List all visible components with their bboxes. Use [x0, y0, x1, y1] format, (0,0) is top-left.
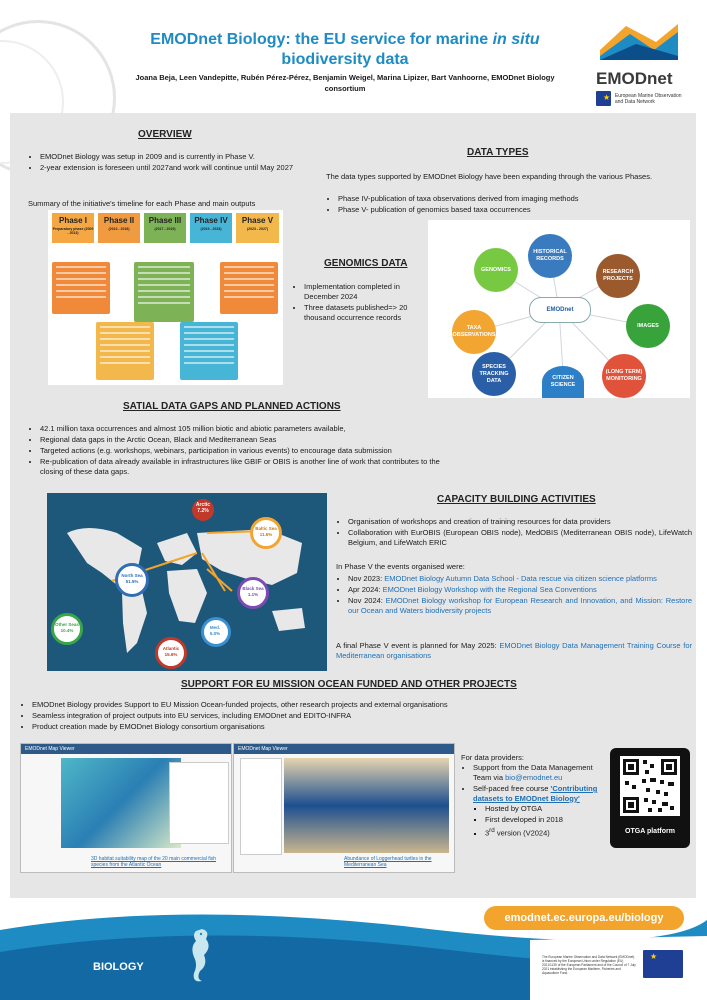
event-item: • Nov 2024: EMODnet Biology workshop for European Research and Innovation, and Mission: Restore our Ocean and Waters biodiversity projects — [348, 596, 692, 616]
circle-historical-records: HISTORICAL RECORDS — [528, 234, 572, 278]
pin-north-sea-value: 51.5% — [125, 579, 139, 584]
legend-panel — [240, 758, 282, 855]
event-item: • Nov 2023: EMODnet Biology Autumn Data School - Data rescue via citizen science platforms — [348, 574, 692, 584]
viewer-title: EMODnet Map Viewer — [21, 744, 231, 754]
phase-4: Phase IV (2019 - 2023) — [190, 213, 232, 243]
pin-med-label: Med. — [209, 625, 221, 630]
course-detail: ▪ Hosted by OTGA — [485, 804, 606, 814]
support-email-link[interactable]: bio@emodnet.eu — [505, 773, 563, 782]
circle-research-projects: RESEARCH PROJECTS — [596, 254, 640, 298]
event-item: • Apr 2024: EMODnet Biology Workshop with the Regional Sea Conventions — [348, 585, 692, 595]
circle-genomics: GENOMICS — [474, 248, 518, 292]
center-emodnet-logo: EMODnet — [529, 297, 591, 323]
event-link[interactable]: EMODnet Biology Workshop with the Regional Sea Conventions — [382, 585, 597, 594]
pin-baltic-value: 11.6% — [259, 532, 273, 537]
event-link[interactable]: EMODnet Biology Autumn Data School - Data rescue via citizen science platforms — [384, 574, 657, 583]
gaps-list — [28, 424, 448, 478]
poster-title: EMODnet Biology: the EU service for marine in situ biodiversity data — [150, 31, 540, 68]
events-list — [336, 574, 692, 617]
phase-5-card — [220, 262, 278, 314]
pin-atlantic-label: Atlantic — [162, 646, 180, 651]
gaps-bullet: • Re-publication of data already available in infrastructures like GBIF or OBIS is another line of work that contributes to the closing of these data gaps. — [40, 457, 448, 477]
qr-caption: OTGA platform — [625, 828, 675, 835]
pin-arctic-label: Arctic — [195, 502, 211, 508]
capacity-bullet: • Collaboration with EurOBIS (European OBIS node), MedOBIS (Mediterranean OBIS node), LifeWatch Belgium, and LifeWatch ERIC — [348, 528, 692, 548]
funding-statement: The European Marine Observation and Data Network (EMODnet) is financed by the European Union under Regulation (EU) 2021/1139 of the European Parliament and of the Council of 7 July 2021 establishing the European Maritime, Fisheries and Aquaculture Fund. — [542, 955, 636, 975]
overview-bullet: • EMODnet Biology was setup in 2009 and is currently in Phase V. — [40, 152, 328, 162]
capacity-bullet: • Organisation of workshops and creation of training resources for data providers — [348, 517, 692, 527]
circle-citizen-science: CITIZEN SCIENCE — [542, 366, 584, 398]
authors: Joana Beja, Leen Vandepitte, Rubén Pérez-Pérez, Benjamin Weigel, Marina Lipizer, Bart Vanhoorne, EMODnet Biology consortium — [135, 73, 555, 93]
phase-4-card — [180, 322, 238, 380]
capacity-heading: CAPACITY BUILDING ACTIVITIES — [437, 494, 596, 505]
viewer-title: EMODnet Map Viewer — [234, 744, 454, 754]
pin-med-value: 5.0% — [209, 631, 221, 636]
circle-monitoring: (LONG TERM) MONITORING — [602, 354, 646, 398]
phase-timeline — [48, 210, 283, 385]
capacity-list — [336, 517, 692, 549]
data-types-bullet: • Phase IV-publication of taxa observations derived from imaging methods — [338, 194, 676, 204]
data-types-intro: The data types supported by EMODnet Biology have been expanding through the various Phases. — [326, 172, 653, 181]
phase-3-card — [134, 262, 194, 322]
otga-qr-code[interactable] — [610, 748, 690, 848]
eu-flag-footer-icon — [643, 950, 683, 978]
support-list — [20, 700, 580, 733]
caption-habitat: 3D habitat suitability map of the 20 main commercial fish species from the Atlantic Ocean — [91, 856, 217, 868]
logo-wordmark: EMODnet — [596, 69, 673, 88]
final-event-link[interactable]: EMODnet Biology Data Management Training Course for Mediterranean organisations — [336, 641, 692, 660]
pin-baltic-label: Baltic Sea — [255, 526, 277, 531]
data-types-bullet: • Phase V- publication of genomics based taxa occurrences — [338, 205, 676, 215]
gaps-bullet: • 42.1 million taxa occurrences and almost 105 million biotic and abiotic parameters available, — [40, 424, 448, 434]
genomics-bullet: • Three datasets published=> 20 thousand occurrence records — [304, 303, 428, 323]
map-viewer-screenshot-2 — [233, 743, 455, 873]
providers-bullet: • Self-paced free course 'Contributing datasets to EMODnet Biology' ▪ Hosted by OTGA ▪ First developed in 2018 ▪ 3rd version (V2024) — [473, 784, 606, 839]
emodnet-logo-icon — [596, 20, 682, 62]
biology-label: BIOLOGY — [93, 961, 144, 973]
providers-box — [461, 753, 606, 840]
qr-code-icon — [620, 756, 680, 816]
course-detail: ▪ First developed in 2018 — [485, 815, 606, 825]
emodnet-logo — [596, 20, 688, 106]
world-map — [47, 493, 327, 671]
timeline-caption: Summary of the initiative's timeline for each Phase and main outputs — [28, 199, 256, 208]
circle-species-tracking: SPECIES TRACKING DATA — [472, 352, 516, 396]
eu-flag-icon — [596, 91, 611, 106]
phase-3: Phase III (2017 - 2019) — [144, 213, 186, 243]
map-viewer-screenshot-1 — [20, 743, 232, 873]
phase-1: Phase I Preparatory phase (2009 - 2013) — [52, 213, 94, 243]
turtle-map — [284, 758, 449, 853]
pin-arctic-value: 7.2% — [197, 508, 209, 514]
caption-turtles: Abundance of Loggerhead turtles in the Mediterranean Sea — [344, 856, 432, 868]
world-map-land — [47, 493, 327, 671]
data-types-list — [326, 194, 676, 216]
providers-bullet: • Support from the Data Management Team via bio@emodnet.eu — [473, 763, 606, 783]
genomics-heading: GENOMICS DATA — [324, 258, 408, 269]
gaps-bullet: • Targeted actions (e.g. workshops, webinars, participation in various events) to encourage data submission — [40, 446, 448, 456]
habitat-map — [61, 758, 181, 848]
phase-2-card — [96, 322, 154, 380]
final-event: A final Phase V event is planned for May 2025: EMODnet Biology Data Management Training Course for Mediterranean organisations — [336, 641, 692, 660]
genomics-bullet: • Implementation completed in December 2024 — [304, 282, 428, 302]
phase-v-intro: In Phase V the events organised were: — [336, 562, 465, 571]
logo-subtitle: European Marine Observation and Data Network — [614, 92, 682, 105]
circle-taxa-observations: TAXA OBSERVATIONS — [452, 310, 496, 354]
data-types-diagram — [428, 220, 690, 398]
gaps-bullet: • Regional data gaps in the Arctic Ocean, Black and Mediterranean Seas — [40, 435, 448, 445]
overview-bullet: • 2-year extension is foreseen until 2027and work will continue until May 2027 — [40, 163, 328, 173]
pin-black-sea-value: 1.1% — [247, 592, 259, 597]
genomics-list — [292, 282, 428, 324]
gaps-heading: SATIAL DATA GAPS AND PLANNED ACTIONS — [123, 401, 341, 412]
course-detail: ▪ 3rd version (V2024) — [485, 826, 606, 839]
support-bullet: • Product creation made by EMODnet Biology consortium organisations — [32, 722, 580, 732]
support-bullet: • EMODnet Biology provides Support to EU Mission Ocean-funded projects, other research projects and external organisations — [32, 700, 580, 710]
overview-heading: OVERVIEW — [138, 129, 192, 140]
pin-black-sea-label: Black Sea — [242, 586, 264, 591]
phase-1-card — [52, 262, 110, 314]
layer-panel — [169, 762, 229, 844]
phase-2: Phase II (2013 - 2016) — [98, 213, 140, 243]
phase-5: Phase V (2023 - 2027) — [236, 213, 279, 243]
support-bullet: • Seamless integration of project outputs into EU services, including EMODnet and EDITO-INFRA — [32, 711, 580, 721]
pin-other-seas-label: Other Seas — [55, 622, 79, 627]
pin-north-sea-label: North Sea — [121, 573, 143, 578]
pin-atlantic-value: 15.6% — [164, 652, 178, 657]
support-heading: SUPPORT FOR EU MISSION OCEAN FUNDED AND OTHER PROJECTS — [181, 679, 517, 690]
data-types-heading: DATA TYPES — [467, 147, 529, 158]
providers-title: For data providers: — [461, 753, 524, 762]
overview-text — [28, 152, 328, 174]
course-link[interactable]: 'Contributing datasets to EMODnet Biology' — [473, 784, 598, 803]
circle-images: IMAGES — [626, 304, 670, 348]
seahorse-icon — [184, 925, 214, 985]
pin-other-seas-value: 10.4% — [60, 628, 74, 633]
event-link[interactable]: EMODnet Biology workshop for European Research and Innovation, and Mission: Restore our Ocean and Waters biodiversity projects — [348, 596, 692, 615]
website-link[interactable]: emodnet.ec.europa.eu/biology — [484, 906, 684, 930]
